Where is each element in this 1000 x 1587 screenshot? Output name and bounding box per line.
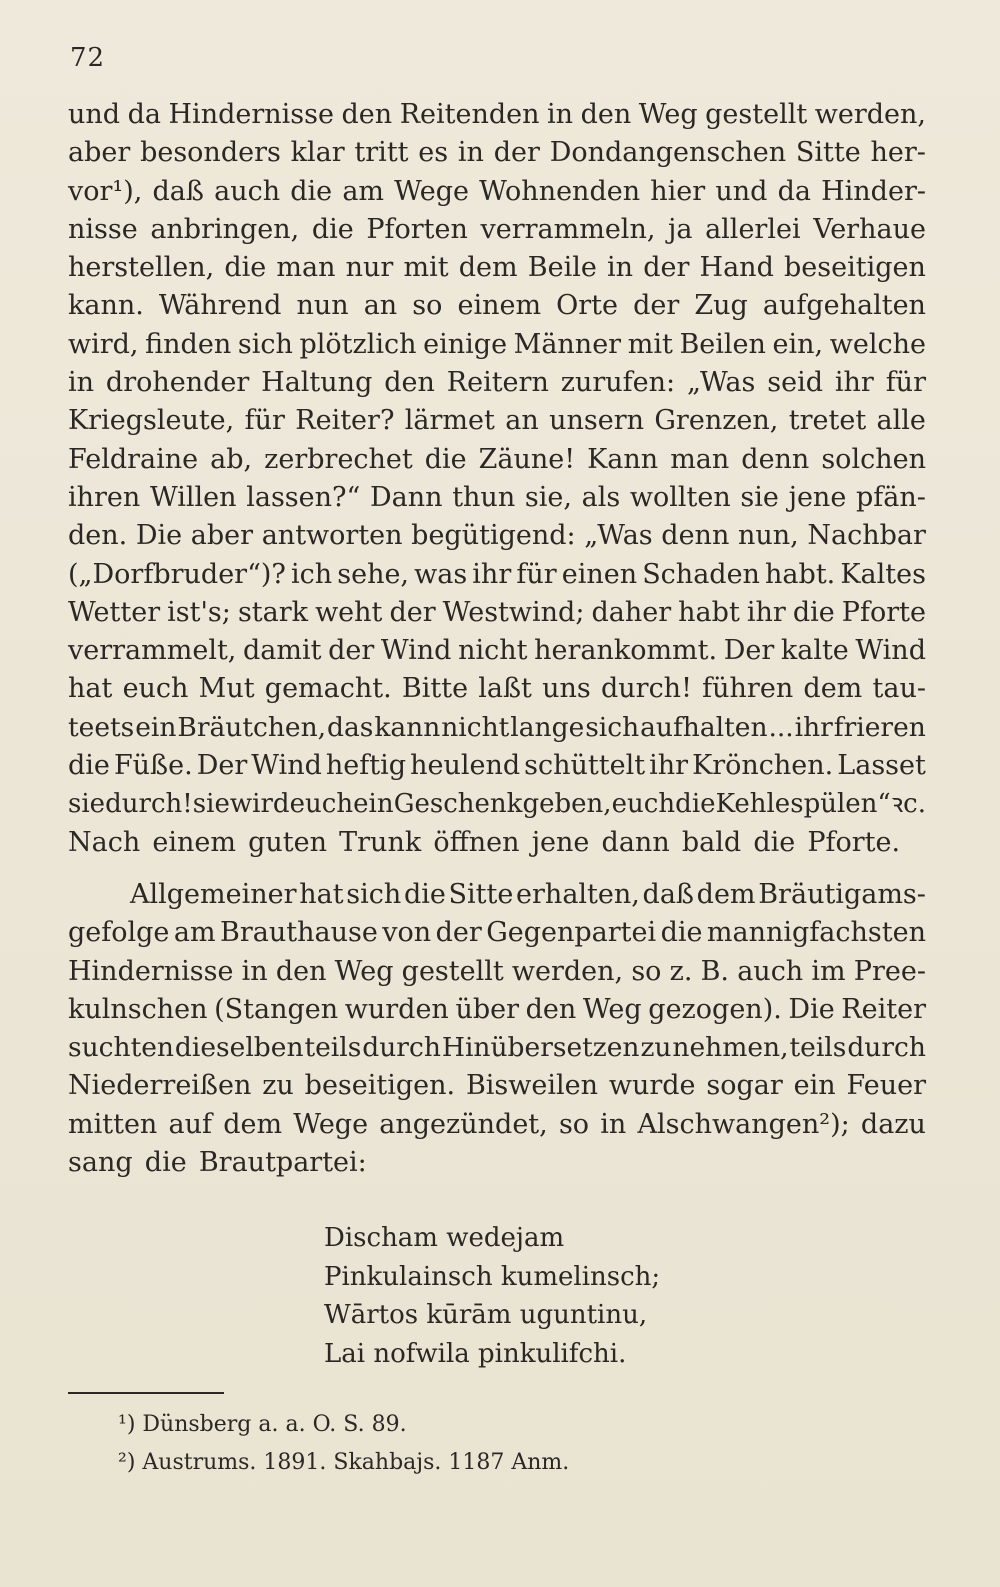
- text-line: aber besonders klar tritt es in der Dondangenschen Sitte her-: [68, 137, 926, 169]
- text-line: nisse anbringen, die Pforten verrammeln, ja allerlei Verhaue: [68, 213, 926, 245]
- text-line: und da Hindernisse den Reitenden in den Weg gestellt werden,: [68, 99, 926, 130]
- text-line: herstellen, die man nur mit dem Beile in der Hand beseitigen: [68, 252, 926, 284]
- text-line: in drohender Haltung den Reitern zurufen: „Was seid ihr für: [68, 367, 926, 399]
- paragraph-1: [68, 96, 926, 862]
- text-line: sie durch! sie wird euch ein Geschenk geben, euch die Kehle spülen“ ꝛc.: [68, 789, 926, 820]
- verse-line: Lai nofwila pinkulifchi.: [324, 1338, 627, 1369]
- text-line: teets ein Bräutchen, das kann nicht lange sich aufhalten ... ihr frieren: [68, 711, 926, 743]
- page-number: 72: [70, 43, 106, 73]
- paragraph-2: [68, 876, 926, 1182]
- text-line: Feldraine ab, zerbrechet die Zäune! Kann man denn solchen: [68, 443, 926, 475]
- text-line: Nach einem guten Trunk öffnen jene dann bald die Pforte.: [68, 826, 901, 858]
- footnote-divider: [68, 1392, 224, 1394]
- footnote-1: ¹) Dünsberg a. a. O. S. 89.: [118, 1412, 407, 1437]
- verse-line: Pinkulainsch kumelinsch;: [324, 1261, 661, 1292]
- footnote-2: ²) Austrums. 1891. Skahbajs. 1187 Anm.: [118, 1450, 570, 1475]
- verse-line: Discham wedejam: [324, 1223, 565, 1253]
- footnotes: [118, 1406, 569, 1482]
- text-line: hat euch Mut gemacht. Bitte laßt uns durch! führen dem tau-: [68, 673, 926, 705]
- text-line: vor¹), daß auch die am Wege Wohnenden hier und da Hinder-: [68, 175, 926, 207]
- text-line: („Dorfbruder“)? ich sehe, was ihr für einen Schaden habt. Kaltes: [68, 558, 926, 590]
- text-line: mitten auf dem Wege angezündet, so in Alschwangen²); dazu: [68, 1108, 926, 1140]
- text-line: den. Die aber antworten begütigend: „Was denn nun, Nachbar: [68, 520, 926, 552]
- text-line: gefolge am Brauthause von der Gegenpartei die mannigfachsten: [68, 917, 926, 949]
- text-line: wird, finden sich plötzlich einige Männer mit Beilen ein, welche: [68, 328, 926, 360]
- text-line: kulnschen (Stangen wurden über den Weg gezogen). Die Reiter: [68, 993, 926, 1025]
- verse-line: Wārtos kūrām uguntinu,: [324, 1300, 648, 1330]
- text-line: Kriegsleute, für Reiter? lärmet an unsern Grenzen, tretet alle: [68, 405, 926, 437]
- text-line: die Füße. Der Wind heftig heulend schüttelt ihr Krönchen. Lasset: [68, 750, 926, 782]
- text-line: suchten dieselben teils durch Hinübersetzen zu nehmen, teils durch: [68, 1032, 926, 1064]
- text-line: verrammelt, damit der Wind nicht herankommt. Der kalte Wind: [68, 635, 926, 667]
- text-line: Wetter ist's; stark weht der Westwind; daher habt ihr die Pforte: [68, 596, 926, 628]
- text-line: ihren Willen lassen?“ Dann thun sie, als wollten sie jene pfän-: [68, 481, 926, 513]
- text-line: Allgemeiner hat sich die Sitte erhalten, daß dem Bräutigams-: [130, 878, 926, 910]
- text-line: Niederreißen zu beseitigen. Bisweilen wurde sogar ein Feuer: [68, 1070, 926, 1102]
- verse-block: [324, 1219, 660, 1373]
- text-line: sang die Brautpartei:: [68, 1147, 367, 1179]
- text-line: Hindernisse in den Weg gestellt werden, so z. B. auch im Pree-: [68, 955, 926, 987]
- text-line: kann. Während nun an so einem Orte der Zug aufgehalten: [68, 290, 926, 322]
- body-text: [68, 96, 926, 1182]
